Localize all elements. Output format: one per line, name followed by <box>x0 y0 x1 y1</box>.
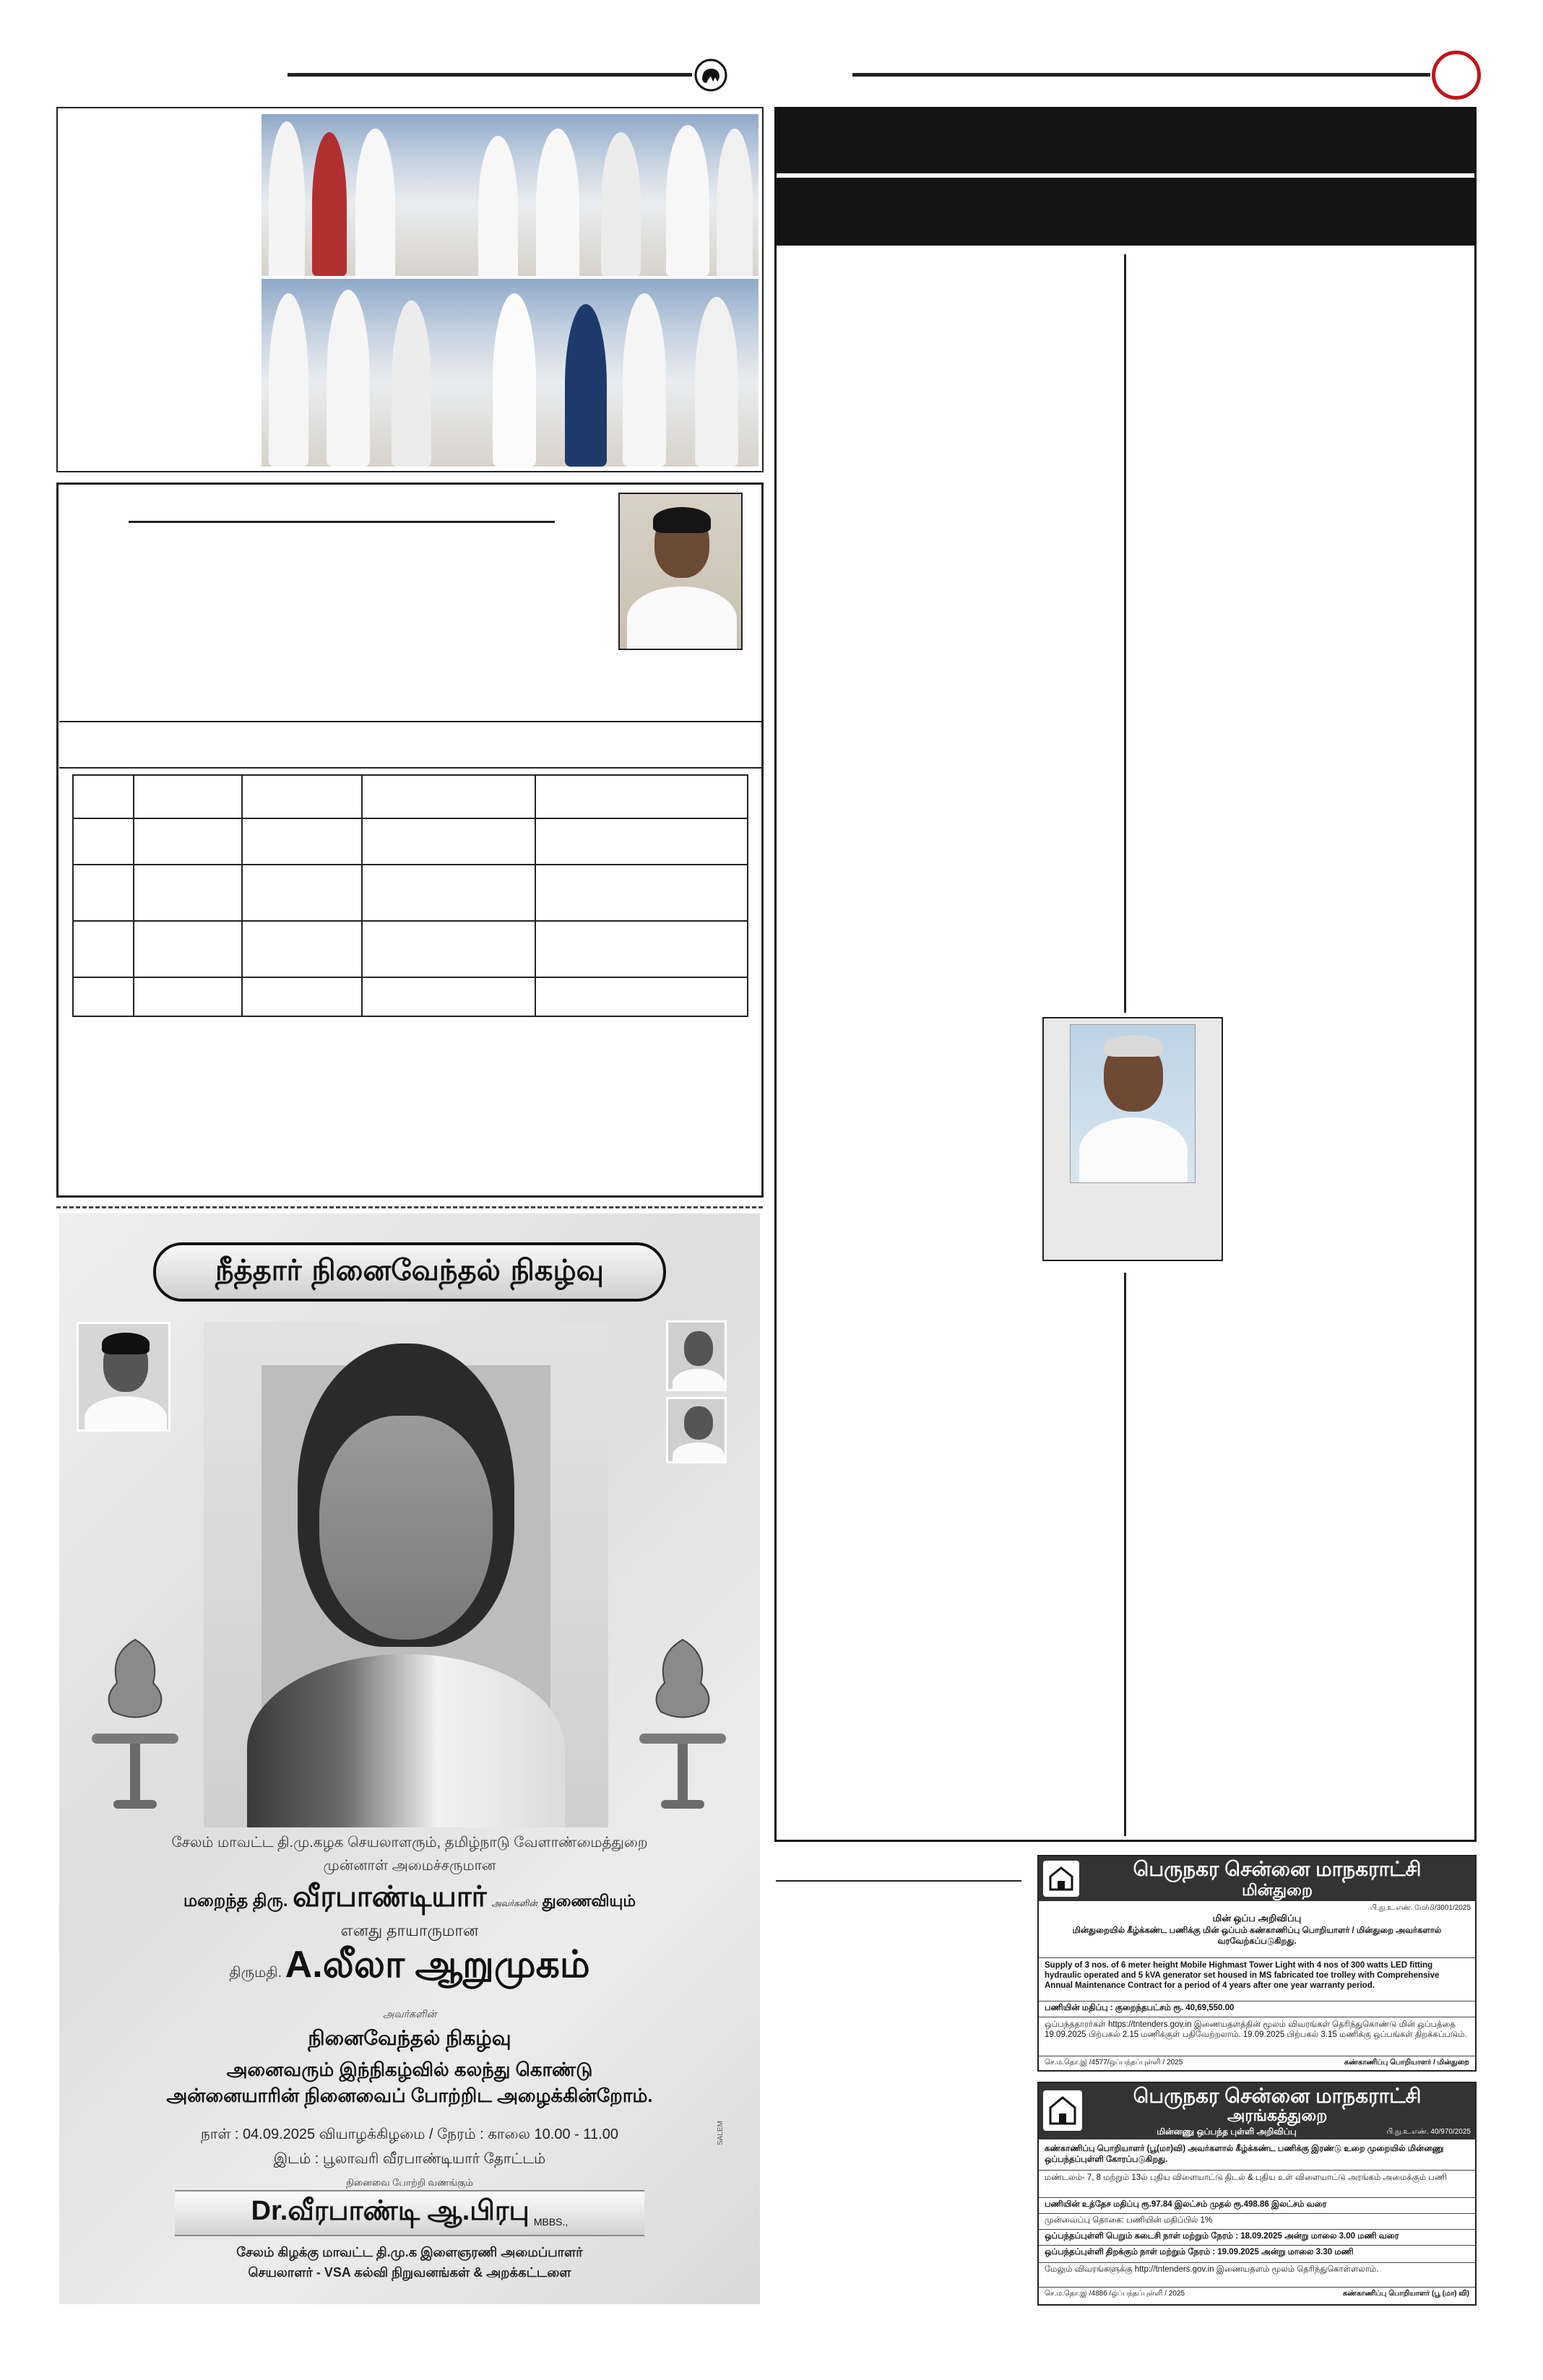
tender2-ref: பி.நு.உ.எண். 40/970/2025 <box>1386 2128 1471 2136</box>
results-table <box>72 774 748 1017</box>
tender1-title: பெருநகர சென்னை மாநகராட்சி <box>1133 1858 1422 1880</box>
tender2-row6: மேலும் விவரங்களுக்கு http://tntenders.gov.in இணையதளம் மூலம் தெரிந்துகொள்ளலாம். <box>1039 2262 1475 2277</box>
dashed-divider <box>56 1206 763 1208</box>
memorial-title-banner <box>153 1242 666 1302</box>
tender-notice-1 <box>1037 1855 1477 2072</box>
tender1-footer-right: கண்காணிப்பு பொறியாளர் / மின்துறை <box>1344 2059 1469 2067</box>
news-photo-top <box>262 114 758 276</box>
circle-logo-icon <box>1432 51 1481 100</box>
right-column-rule-bottom <box>1124 1273 1126 1836</box>
tender2-row4: ஒப்பந்தப்புள்ளி பெறும் கடைசி நாள் மற்றும் நேரம் : 18.09.2025 அன்று மாலை 3.00 மணி வரை <box>1039 2229 1475 2244</box>
tender1-footer-left: செ.ம.தொ.இ /4577/ஒப்பந்தப்புள்ளி / 2025 <box>1045 2059 1183 2067</box>
portrait-right-2 <box>666 1397 727 1463</box>
tender2-header <box>1039 2083 1475 2139</box>
tender1-notice-title: மின் ஒப்ப அறிவிப்பு <box>1212 1913 1302 1924</box>
memorial-name-line <box>59 1943 760 1991</box>
memorial-signer-role2: செயலாளர் - VSA கல்வி நிறுவனங்கள் & அறக்கட்டளை <box>248 2265 571 2280</box>
header-rule-right <box>852 73 1430 77</box>
memorial-invite1: அனைவரும் இந்நிகழ்வில் கலந்து கொண்டு <box>226 2059 593 2080</box>
corporation-emblem-icon <box>1043 1861 1079 1897</box>
tender2-subtitle: மின்னணு ஒப்பந்த புள்ளி அறிவிப்பு <box>1157 2126 1297 2137</box>
memorial-line2: முன்னாள் அமைச்சருமான <box>323 1858 496 1874</box>
memorial-line3-prefix: மறைந்த திரு. <box>183 1891 288 1911</box>
tender1-footer <box>1039 2056 1475 2069</box>
memorial-title: நீத்தார் நினைவேந்தல் நிகழ்வு <box>215 1253 604 1287</box>
memorial-small-note: அவர்களின் <box>382 2008 437 2020</box>
tender2-row3: முன்வைப்பு தொகை: பணியின் மதிப்பில் 1% <box>1039 2213 1475 2228</box>
tender1-ref: பி.நு.உ.எண். மே/மி/3001/2025 <box>1370 1904 1471 1912</box>
tender1-header <box>1039 1856 1475 1901</box>
memorial-line4: எனது தாயாருமான <box>340 1921 479 1939</box>
memorial-event: நினைவேந்தல் நிகழ்வு <box>308 2027 511 2049</box>
header-rule-left <box>288 73 692 77</box>
right-column-rule-top <box>1124 254 1126 1013</box>
article-divider-2 <box>59 767 761 769</box>
news-photo-bottom <box>262 279 758 467</box>
memorial-invite2: அன்னையாரின் நினைவைப் போற்றிட அழைக்கின்றோம். <box>166 2085 653 2106</box>
tender2-title: பெருநகர சென்னை மாநகராட்சி <box>1133 2085 1422 2107</box>
memorial-name: A.லீலா ஆறுமுகம் <box>285 1944 590 1986</box>
corporation-emblem-icon-2 <box>1043 2090 1082 2131</box>
portrait-memorial-main <box>204 1322 608 1827</box>
lower-left-short-rule <box>776 1880 1021 1882</box>
right-header-band-2 <box>776 178 1475 246</box>
memorial-signer-suffix: MBBS., <box>533 2216 569 2228</box>
memorial-name-prefix: திருமதி. <box>229 1965 282 1981</box>
memorial-ad <box>59 1213 760 2304</box>
tender2-footer-right: கண்காணிப்பு பொறியாளர் (பூ (மா) வி) <box>1342 2290 1469 2298</box>
memorial-venue: இடம் : பூலாவரி வீரபாண்டியார் தோட்டம் <box>273 2151 546 2167</box>
tender2-intro: கண்காணிப்பு பொறியாளர் (பூ(மா)வி) அவர்களால் கீழ்க்கண்ட பணிக்கு இரண்டு உறை முறையில் மின்னணு ஒப்பந்தப்புள்ளி கோரப்படுகிறது. <box>1045 2145 1444 2164</box>
tender2-dept: அரங்கத்துறை <box>1227 2106 1328 2124</box>
portrait-right-1 <box>666 1320 727 1391</box>
tender1-intro: மின்துறையில் கீழ்க்கண்ட பணிக்கு மின் ஒப்பம் கண்காணிப்பு பொறியாளர் / மின்துறை அவர்களால் வரவேற்கப்படுகிறது. <box>1072 1926 1442 1946</box>
memorial-date: நாள் : 04.09.2025 வியாழக்கிழமை / நேரம் : காலை 10.00 - 11.00 <box>201 2126 618 2142</box>
signer-banner <box>175 2190 644 2236</box>
tender1-details: ஒப்பந்ததாரர்கள் https://tntenders.gov.in இணையதளத்தின் மூலம் விவரங்கள் தெரிந்துகொண்டு மின் ஒப்பத்தை 19.09.2025 பிற்பகல் 2.15 மணிக்குள் பதிவேற்றலாம். 19.09.2025 பிற்பகல் 3.15 மணிக்கு ஒப்பங்கள் திறக்கப்படும். <box>1039 2017 1475 2042</box>
memorial-side-mark: SALEM <box>717 2121 725 2145</box>
right-header-band-1 <box>776 108 1475 173</box>
tender1-dept: மின்துறை <box>1242 1881 1313 1899</box>
article-divider-1 <box>59 721 761 722</box>
tender2-footer <box>1039 2287 1475 2301</box>
lamp-left-icon <box>81 1632 189 1813</box>
tender-notice-2 <box>1037 2082 1477 2306</box>
memorial-line3-name: வீரபாண்டியார் <box>293 1881 487 1913</box>
article-heading-rule <box>129 521 555 523</box>
memorial-by-label: நினைவை போற்றி வணங்கும் <box>346 2177 473 2188</box>
elephant-icon <box>693 58 728 92</box>
tender2-row5: ஒப்பந்தப்புள்ளி திறக்கும் நாள் மற்றும் நேரம் : 19.09.2025 அன்று மாலை 3.30 மணி <box>1039 2245 1475 2260</box>
memorial-line3 <box>59 1881 760 1917</box>
tender2-row1: மண்டலம்- 7, 8 மற்றும் 13ல் புதிய விளையாட்டு திடல் & புதிய உள் விளையாட்டு அரங்கம் அமைக்கும் பணி <box>1039 2170 1475 2185</box>
tender2-row2: பணியின் உத்தேச மதிப்பு ரூ.97.84 இலட்சம் முதல் ரூ.498.86 இலட்சம் வரை <box>1039 2197 1475 2212</box>
portrait-left <box>77 1322 170 1432</box>
lamp-right-icon <box>628 1632 737 1813</box>
memorial-line3-small: அவர்களின் <box>491 1898 537 1908</box>
portrait-official <box>1070 1024 1196 1183</box>
memorial-line1: சேலம் மாவட்ட தி.மு.கழக செயலாளரும், தமிழ்நாடு வேளாண்மைத்துறை <box>171 1835 648 1851</box>
tender1-value: பணியின் மதிப்பு : குறைந்தபட்சம் ரூ. 40,69,550.00 <box>1039 2001 1475 2016</box>
portrait-minister <box>618 493 743 650</box>
memorial-signer: Dr.வீரபாண்டி ஆ.பிரபு <box>251 2196 530 2226</box>
memorial-signer-role1: சேலம் கிழக்கு மாவட்ட தி.மு.க இளைஞரணி அமைப்பாளர் <box>236 2245 583 2259</box>
memorial-line3-suffix: துணைவியும் <box>542 1892 636 1910</box>
tender1-work: Supply of 3 nos. of 6 meter height Mobile Highmast Tower Light with 4 nos of 300 watts LED fitting hydraulic operated and 5 kVA generator set housed in MS fabricated toe trolley with Comprehensive Annual Maintenance Contract for a period of 4 years after one year warranty period. <box>1039 1957 1475 1993</box>
tender2-footer-left: செ.ம.தொ.இ /4886 /ஒப்பந்தப்புள்ளி / 2025 <box>1045 2290 1185 2298</box>
